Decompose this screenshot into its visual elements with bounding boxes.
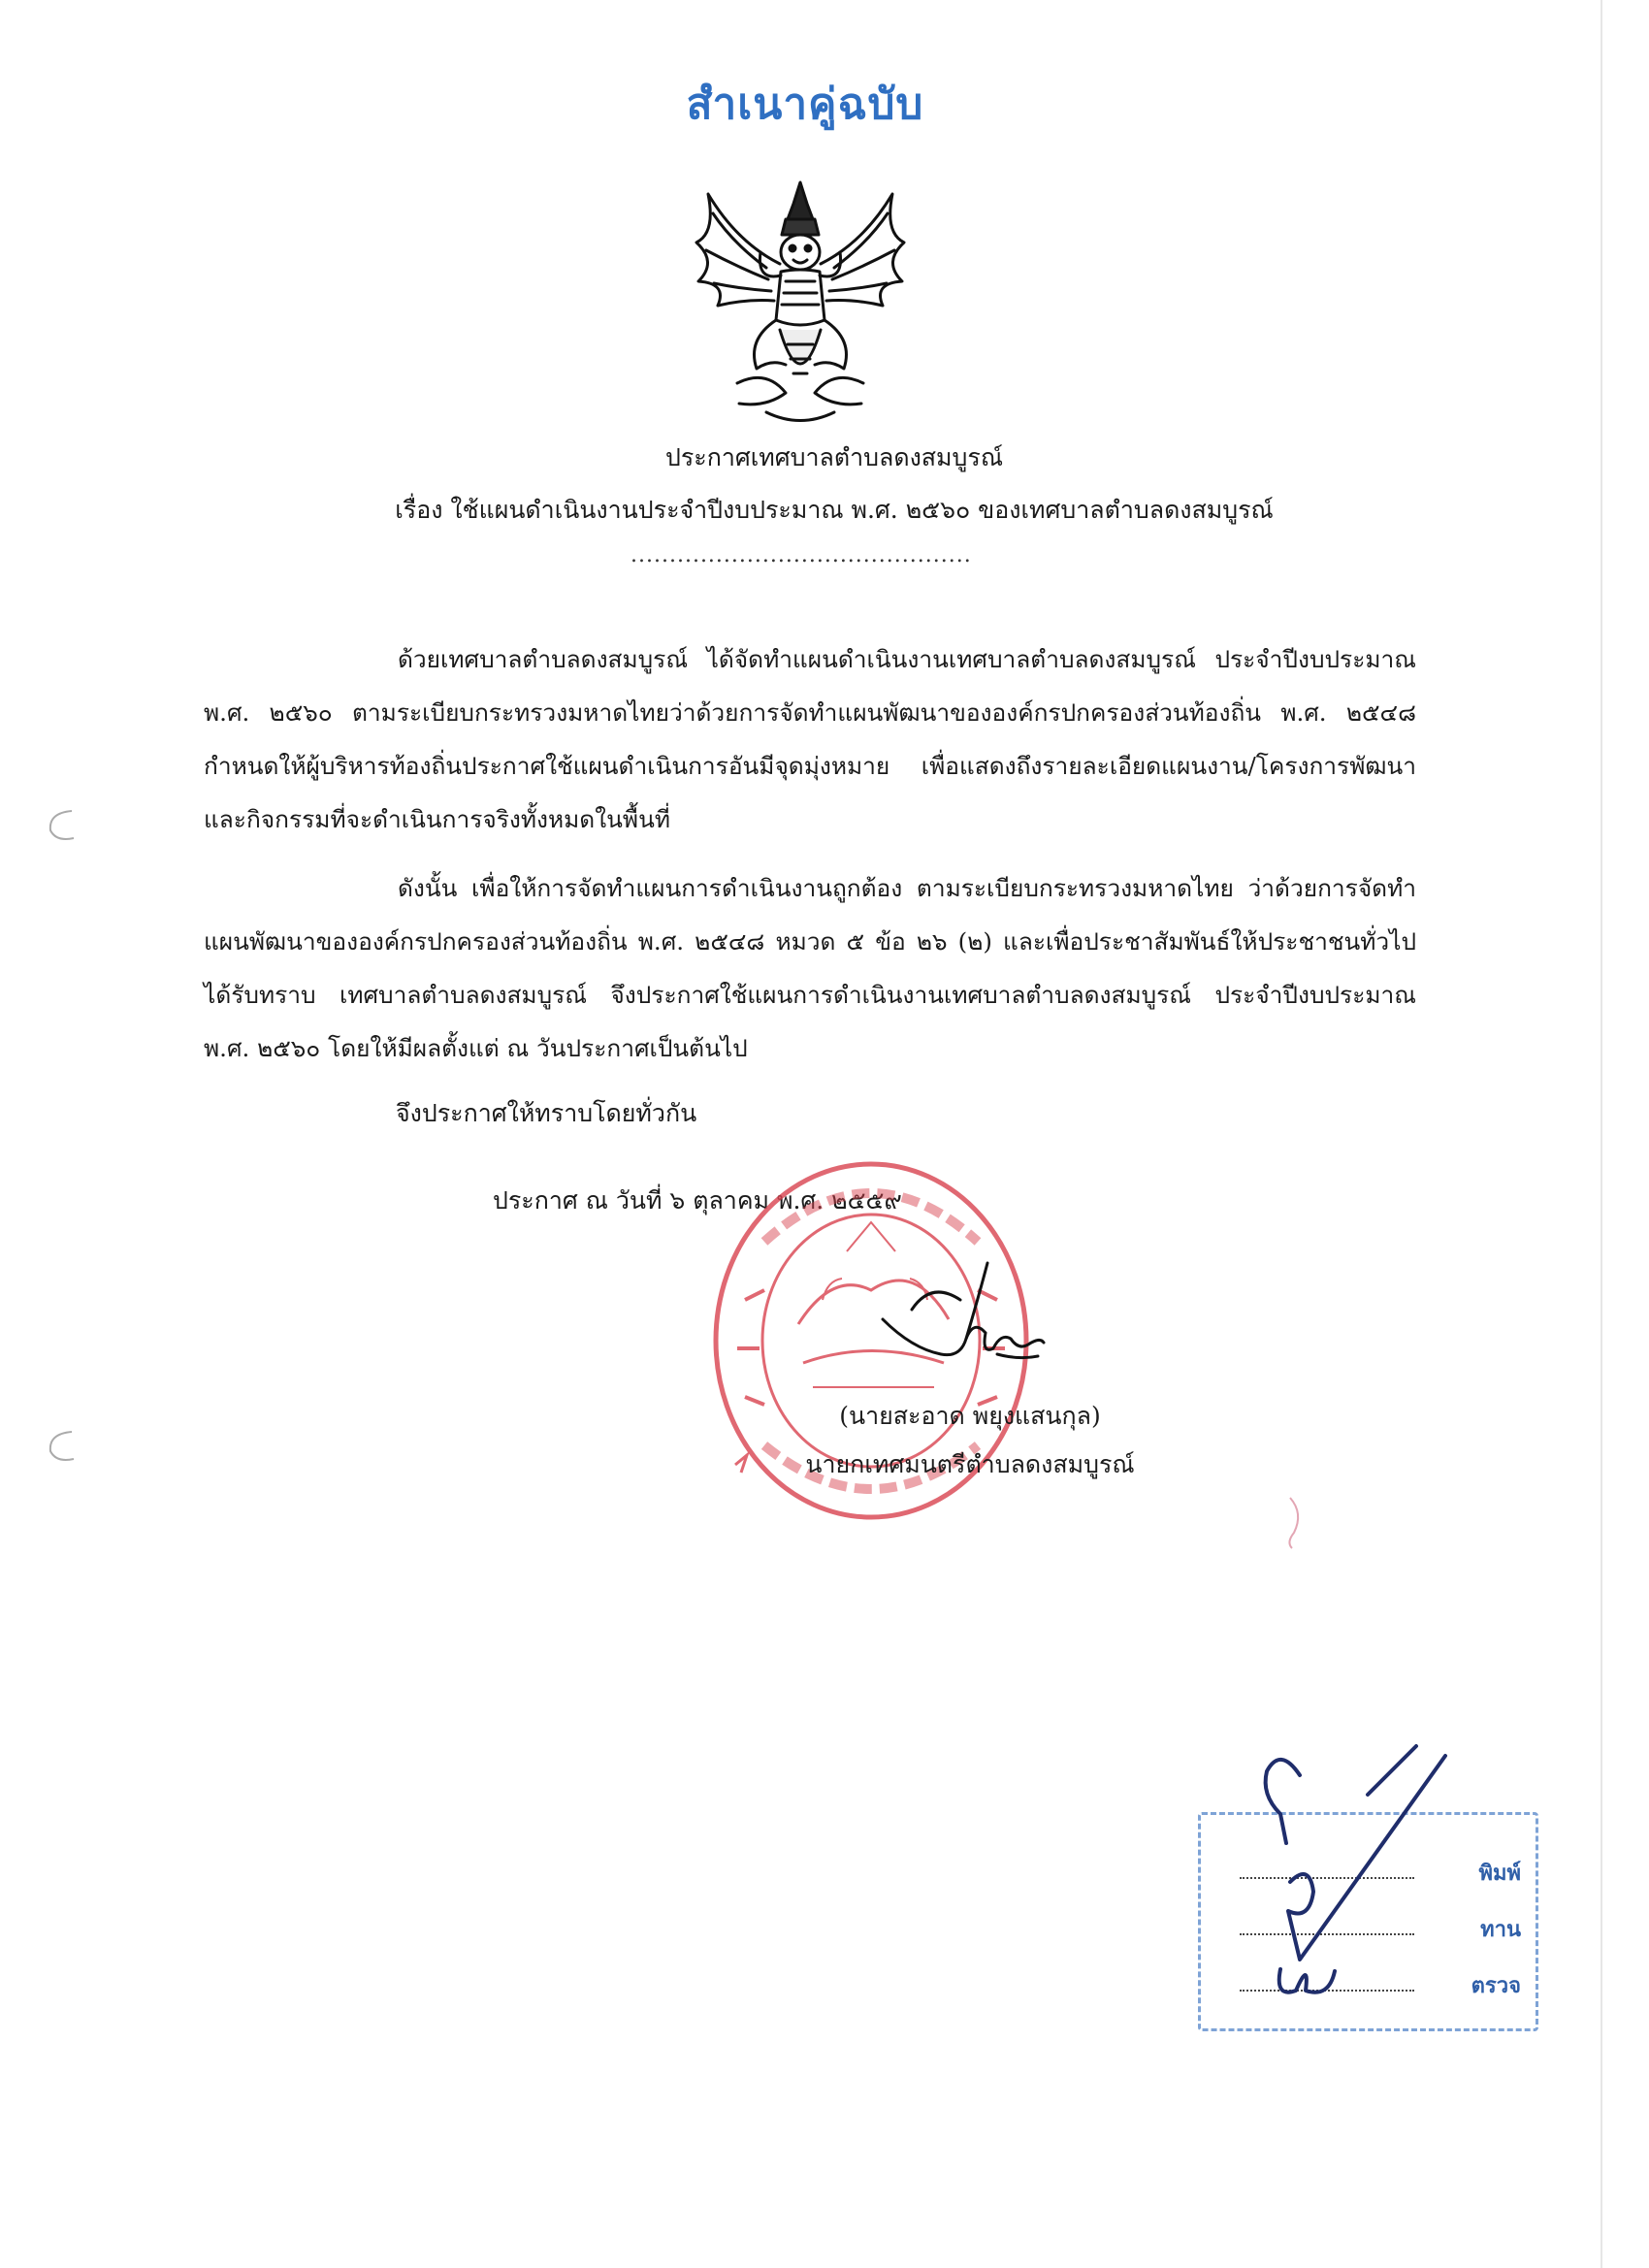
punch-hole-mark: [43, 1426, 81, 1465]
signer-name: (นายสะอาด พยุงแสนกุล): [839, 1402, 1101, 1430]
garuda-emblem-icon: [679, 175, 922, 427]
copy-stamp: สำเนาคู่ฉบับ: [686, 80, 924, 129]
punch-hole-mark: [43, 805, 81, 844]
check-label-proof: ทาน: [1480, 1918, 1521, 1942]
signer-title: นายกเทศมนตรีตำบลดงสมบูรณ์: [805, 1450, 1135, 1478]
closing-line: จึงประกาศให้ทราบโดยทั่วกัน: [396, 1099, 697, 1127]
pen-mark: [1271, 1494, 1310, 1552]
announcement-date: ประกาศ ณ วันที่ ๖ ตุลาคม พ.ศ. ๒๕๕๙: [493, 1186, 902, 1215]
announcement-subject: เรื่อง ใช้แผนดำเนินงานประจำปีงบประมาณ พ.ศ. ๒๕๖๐ ของเทศบาลตำบลดงสมบูรณ์: [395, 496, 1274, 524]
body-paragraph-1: [204, 632, 1416, 846]
paragraph-1-text: ด้วยเทศบาลตำบลดงสมบูรณ์ ได้จัดทำแผนดำเนินงานเทศบาลตำบลดงสมบูรณ์ ประจำปีงบประมาณ พ.ศ. ๒๕๖๐ ตามระเบียบกระทรวงมหาดไทยว่าด้วยการจัดทำแผนพัฒนาขององค์กรปกครองส่วนท้องถิ่น พ.ศ. ๒๕๔๘ กำหนดให้ผู้บริหารท้องถิ่นประกาศใช้แผนดำเนินการอันมีจุดมุ่งหมาย เพื่อแสดงถึงรายละเอียดแผนงาน/โครงการพัฒนาและกิจกรรมที่จะดำเนินการจริงทั้งหมดในพื้นที่: [204, 645, 1416, 833]
check-label-verify: ตรวจ: [1471, 1974, 1521, 1998]
paragraph-2-text: ดังนั้น เพื่อให้การจัดทำแผนการดำเนินงานถูกต้อง ตามระเบียบกระทรวงมหาดไทย ว่าด้วยการจัดทำแผนพัฒนาขององค์กรปกครองส่วนท้องถิ่น พ.ศ. ๒๕๔๘ หมวด ๕ ข้อ ๒๖ (๒) และเพื่อประชาสัมพันธ์ให้ประชาชนทั่วไปได้รับทราบ เทศบาลตำบลดงสมบูรณ์ จึงประกาศใช้แผนการดำเนินงานเทศบาลตำบลดงสมบูรณ์ ประจำปีงบประมาณ พ.ศ. ๒๕๖๐ โดยให้มีผลตั้งแต่ ณ วันประกาศเป็นต้นไป: [204, 874, 1416, 1062]
announcement-title: ประกาศเทศบาลตำบลดงสมบูรณ์: [664, 443, 1004, 471]
initials-checkmark: [1242, 1736, 1474, 2008]
signature-scribble: [873, 1261, 1048, 1387]
check-label-print: พิมพ์: [1478, 1862, 1521, 1886]
title-separator: ............................................: [630, 543, 972, 567]
body-paragraph-2: [204, 861, 1416, 1075]
scan-edge-line: [1600, 0, 1602, 2268]
